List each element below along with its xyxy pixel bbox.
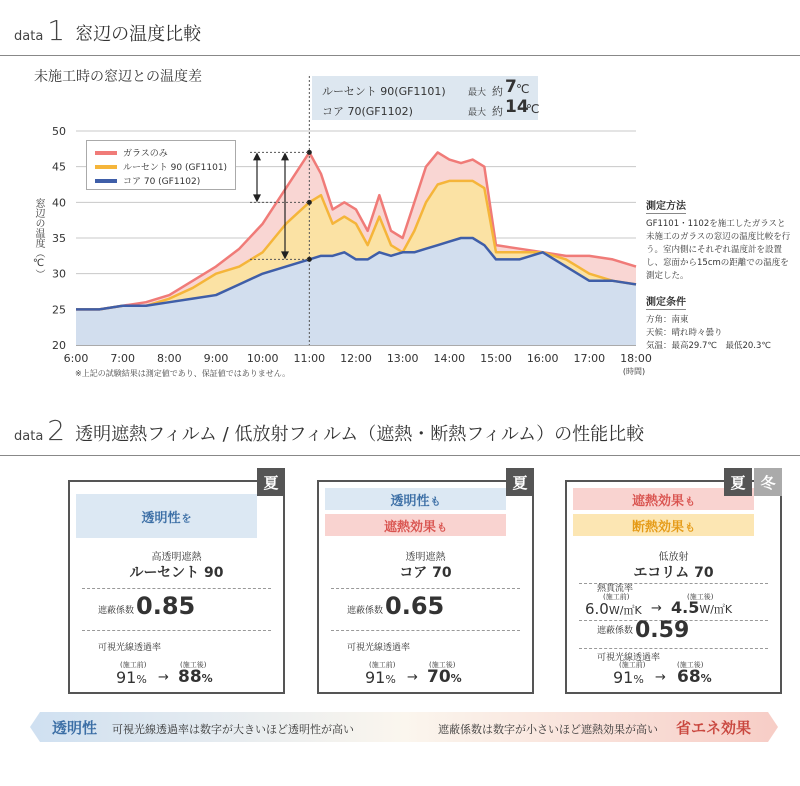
card-1 [68, 480, 285, 694]
trans-before-number: 91 [365, 668, 386, 687]
heat-label: 熱貫流率 [597, 584, 634, 594]
shading-divider [82, 588, 271, 589]
condition-item: 方角：南東 [646, 315, 689, 325]
method-title: 測定方法 [646, 197, 686, 214]
section2-title: 透明遮熱フィルム / 低放射フィルム（遮熱・断熱フィルム）の性能比較 [75, 424, 645, 445]
x-tick-label: 18:00 [620, 352, 652, 365]
section2-header [14, 414, 644, 447]
legend-label: コア 70 (GF1102) [123, 177, 201, 187]
section2-rule [0, 455, 800, 456]
card-2 [317, 480, 534, 694]
y-tick-label: 35 [52, 232, 66, 245]
shading-label: 遮蔽係数 [347, 606, 384, 616]
feature-pill-text: 透明性 [141, 510, 181, 526]
callout-prefix: 約 [492, 105, 503, 118]
before-label: (施工前) [369, 661, 396, 669]
trans-before [365, 668, 396, 687]
callout-max-label: 最大 [468, 88, 487, 98]
trans-before-unit: % [385, 673, 396, 686]
x-tick-label: 15:00 [480, 352, 512, 365]
x-tick-label: 14:00 [433, 352, 466, 365]
method-text: GF1101・1102を施工したガラスと未施工のガラスの窓辺の温度比較を行う。室内側にそれぞれ温度計を設置し、窓面から15cmの距離での温度を測定した。 [646, 219, 791, 281]
heat-before-value [585, 600, 642, 618]
x-tick-label: 11:00 [293, 352, 326, 365]
feature-pill [573, 514, 754, 536]
y-axis-label: 窓辺の温度（℃） [33, 198, 44, 279]
trans-after-number: 88 [178, 667, 202, 687]
legend-label: ルーセント 90 (GF1101) [123, 163, 228, 173]
feature-pill-suffix: も [685, 523, 695, 534]
arrow-icon: → [407, 670, 418, 685]
y-tick-label: 25 [52, 303, 66, 317]
season-badge: 夏 [724, 468, 752, 496]
trans-label: 可視光線透過率 [98, 643, 162, 653]
trans-divider [82, 630, 271, 631]
callout-max-label: 最大 [468, 108, 487, 118]
trans-before [613, 668, 644, 687]
trans-before-number: 91 [613, 668, 634, 687]
before-label: (施工前) [120, 661, 147, 669]
callout-value: 14 [505, 97, 529, 117]
callout-value: 7 [505, 77, 517, 97]
legend-item [95, 146, 168, 159]
feature-pill-text: 遮熱効果 [383, 519, 436, 535]
feature-pill-text: 断熱効果 [631, 519, 684, 535]
section1-title: 窓辺の温度比較 [75, 24, 202, 45]
heat-after-number: 4.5 [671, 598, 700, 617]
callout-name: ルーセント 90(GF1101) [322, 85, 446, 98]
legend-swatch [95, 151, 117, 155]
y-tick-label: 45 [52, 160, 66, 174]
before-label: (施工前) [619, 661, 646, 669]
season-badge: 夏 [506, 468, 534, 496]
difference-arrow-lucent-head-top [253, 152, 261, 160]
shading-value: 0.65 [385, 592, 445, 620]
trans-after [677, 667, 712, 687]
film-type: 高透明遮熱 [151, 552, 202, 563]
arrow-icon: → [158, 670, 169, 685]
legend-item [95, 174, 200, 187]
x-tick-label: 13:00 [386, 352, 419, 365]
film-name: コア 70 [399, 565, 452, 581]
trans-after-unit: % [700, 672, 712, 685]
arrow-icon: → [651, 601, 662, 616]
film-name: ルーセント 90 [129, 565, 224, 581]
film-type: 低放射 [658, 552, 689, 563]
feature-pill [325, 514, 506, 536]
x-tick-label: 7:00 [110, 352, 136, 365]
section2-number: 2 [47, 414, 66, 447]
heat-after-label: (施工後) [687, 593, 714, 601]
trans-after-unit: % [450, 672, 462, 685]
x-tick-label: 17:00 [573, 352, 606, 365]
y-tick-label: 40 [52, 196, 66, 210]
x-axis-label: (時間) [622, 367, 646, 376]
trans-divider [579, 648, 768, 649]
trans-before-unit: % [633, 673, 644, 686]
trans-after-number: 70 [427, 667, 451, 687]
section2-prefix: data [14, 429, 44, 444]
arrow-icon: → [655, 670, 666, 685]
section1-prefix: data [14, 29, 44, 44]
trans-label: 可視光線透過率 [597, 653, 661, 663]
trans-after [178, 667, 213, 687]
bottom-bar [30, 712, 778, 742]
difference-arrow-lucent-head-bottom [253, 194, 261, 202]
callout-unit: ℃ [516, 82, 530, 96]
conditions-list [646, 314, 792, 353]
trans-after-number: 68 [677, 667, 701, 687]
legend-swatch [95, 179, 117, 183]
feature-pill-text: 遮熱効果 [631, 493, 684, 509]
legend-label: ガラスのみ [123, 149, 168, 159]
difference-arrow-core-head-top [281, 152, 289, 160]
x-tick-label: 10:00 [246, 352, 279, 365]
heat-before-number: 6.0 [585, 600, 609, 618]
bottom-right-text: 遮蔽係数は数字が小さいほど遮熱効果が高い [438, 723, 658, 736]
conditions-title: 測定条件 [646, 293, 686, 310]
heat-after-value [671, 598, 732, 617]
x-tick-label: 9:00 [203, 352, 229, 365]
season-badge: 夏 [257, 468, 285, 496]
shading-value: 0.85 [136, 592, 196, 620]
method-panel [646, 194, 792, 353]
x-tick-label: 6:00 [63, 352, 89, 365]
shading-value: 0.59 [635, 618, 690, 643]
bottom-right-title: 省エネ効果 [676, 719, 752, 737]
y-tick-label: 20 [52, 339, 66, 352]
section1-number: 1 [47, 14, 66, 47]
feature-pill-suffix: も [430, 497, 441, 508]
feature-pill-suffix: も [437, 523, 447, 534]
film-name: エコリム 70 [633, 565, 714, 581]
legend-item [95, 160, 227, 173]
chart-title: 未施工時の窓辺との温度差 [34, 69, 202, 85]
chart-footnote: ※上記の試験結果は測定値であり、保証値ではありません。 [75, 369, 291, 378]
after-label: (施工後) [429, 661, 456, 669]
bottom-left-text: 可視光線透過率は数字が大きいほど透明性が高い [112, 723, 354, 736]
shading-label: 遮蔽係数 [98, 606, 135, 616]
callout-prefix: 約 [492, 85, 503, 98]
trans-divider [331, 630, 520, 631]
trans-label: 可視光線透過率 [347, 643, 411, 653]
trans-after [427, 667, 462, 687]
heat-before-unit: W/㎡K [608, 604, 642, 617]
chart-legend [86, 140, 236, 190]
feature-pill-text: 透明性 [390, 493, 430, 509]
feature-pill-suffix: も [685, 497, 695, 508]
feature-pill [325, 488, 506, 510]
after-label: (施工後) [180, 661, 207, 669]
heat-after-unit: W/㎡K [699, 603, 733, 616]
season-badge: 冬 [754, 468, 782, 496]
condition-item: 天候：晴れ時々曇り [646, 328, 723, 338]
trans-before [116, 668, 147, 687]
after-label: (施工後) [677, 661, 704, 669]
trans-before-number: 91 [116, 668, 137, 687]
x-tick-label: 8:00 [156, 352, 182, 365]
heat-before-label: (施工前) [603, 593, 630, 601]
feature-pill-suffix: を [181, 514, 192, 525]
shading-label: 遮蔽係数 [597, 626, 634, 636]
x-tick-label: 16:00 [526, 352, 559, 365]
y-tick-label: 30 [52, 267, 66, 281]
callout-unit: ℃ [526, 102, 540, 116]
film-type: 透明遮熱 [405, 552, 446, 563]
callout-name: コア 70(GF1102) [322, 105, 413, 118]
shading-divider [331, 588, 520, 589]
y-tick-label: 50 [52, 125, 66, 138]
card-3 [565, 480, 782, 694]
trans-before-unit: % [136, 673, 147, 686]
feature-pill [76, 494, 257, 538]
legend-swatch [95, 165, 117, 169]
bottom-left-title: 透明性 [52, 719, 98, 737]
x-tick-label: 12:00 [340, 352, 372, 365]
condition-item: 気温：最高29.7℃ 最低20.3℃ [646, 341, 771, 351]
trans-after-unit: % [201, 672, 213, 685]
